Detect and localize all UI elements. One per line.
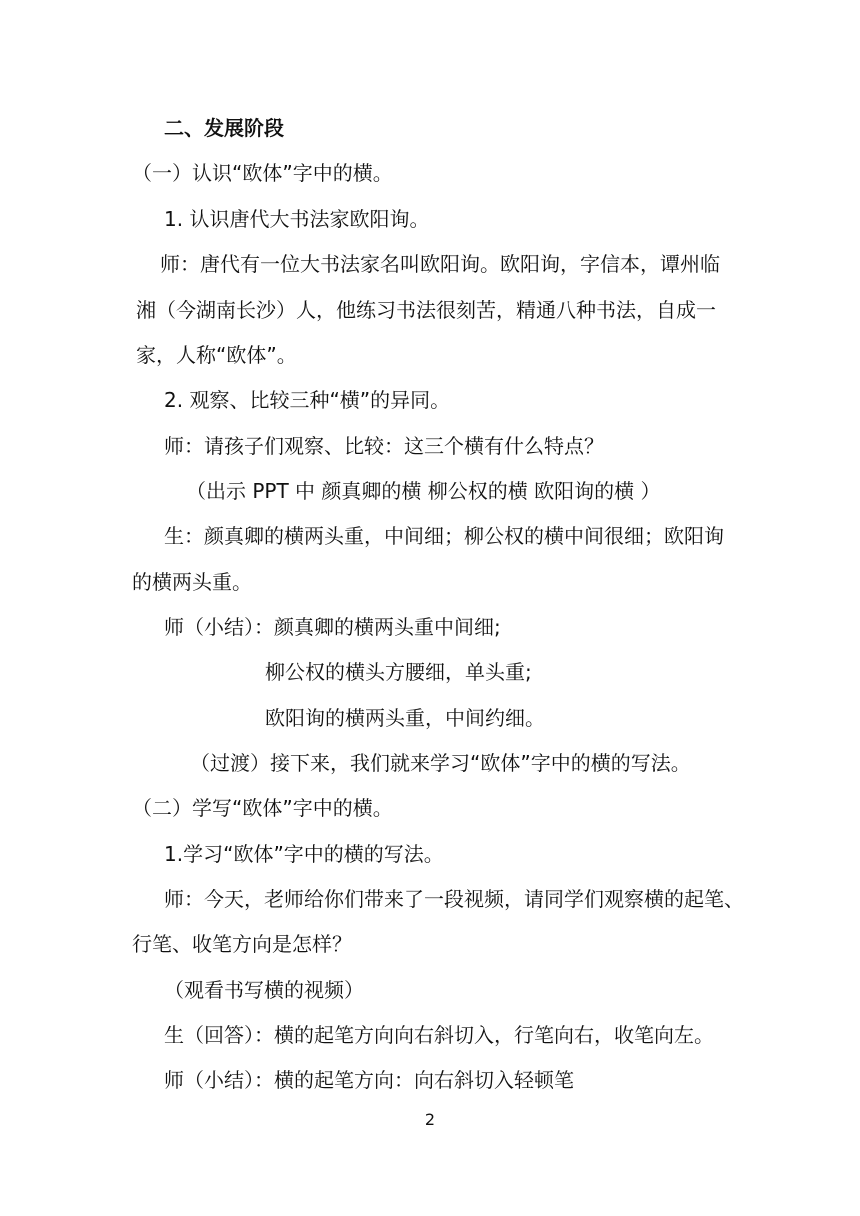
paragraph-line: 师（小结）：横的起笔方向：向右斜切入轻顿笔 [164,1068,574,1092]
section-heading: 二、发展阶段 [164,116,284,140]
paragraph-line: （观看书写横的视频） [164,978,364,1002]
paragraph-line: 师：唐代有一位大书法家名叫欧阳询。欧阳询，字信本，谭州临 [160,252,720,276]
paragraph-line: 师：请孩子们观察、比较：这三个横有什么特点？ [164,434,604,458]
paragraph-line: 师：今天，老师给你们带来了一段视频，请同学们观察横的起笔、 [164,887,744,911]
paragraph-line: 湘（今湖南长沙）人，他练习书法很刻苦，精通八种书法，自成一 [136,298,716,322]
paragraph-line: 生：颜真卿的横两头重，中间细；柳公权的横中间很细；欧阳询 [164,524,724,548]
subsection-heading: （二）学写“欧体”字中的横。 [132,796,393,820]
paragraph-line: 2. 观察、比较三种“横”的异同。 [164,388,451,412]
paragraph-line: 的横两头重。 [132,570,252,594]
paragraph-line: （过渡）接下来，我们就来学习“欧体”字中的横的写法。 [190,751,691,775]
paragraph-line: 行笔、收笔方向是怎样？ [132,932,352,956]
paragraph-line: 师（小结）：颜真卿的横两头重中间细; [164,615,501,639]
paragraph-line: 柳公权的横头方腰细，单头重; [265,660,532,684]
paragraph-line: 生（回答）：横的起笔方向向右斜切入，行笔向右，收笔向左。 [164,1023,714,1047]
paragraph-line: （出示 PPT 中 颜真卿的横 柳公权的横 欧阳询的横 ） [186,479,661,503]
paragraph-line: 1.学习“欧体”字中的横的写法。 [164,842,444,866]
paragraph-line: 欧阳询的横两头重，中间约细。 [265,706,545,730]
paragraph-line: 家，人称“欧体”。 [136,343,297,367]
page-number: 2 [424,1110,436,1129]
subsection-heading: （一）认识“欧体”字中的横。 [132,161,393,185]
paragraph-line: 1. 认识唐代大书法家欧阳询。 [164,207,430,231]
